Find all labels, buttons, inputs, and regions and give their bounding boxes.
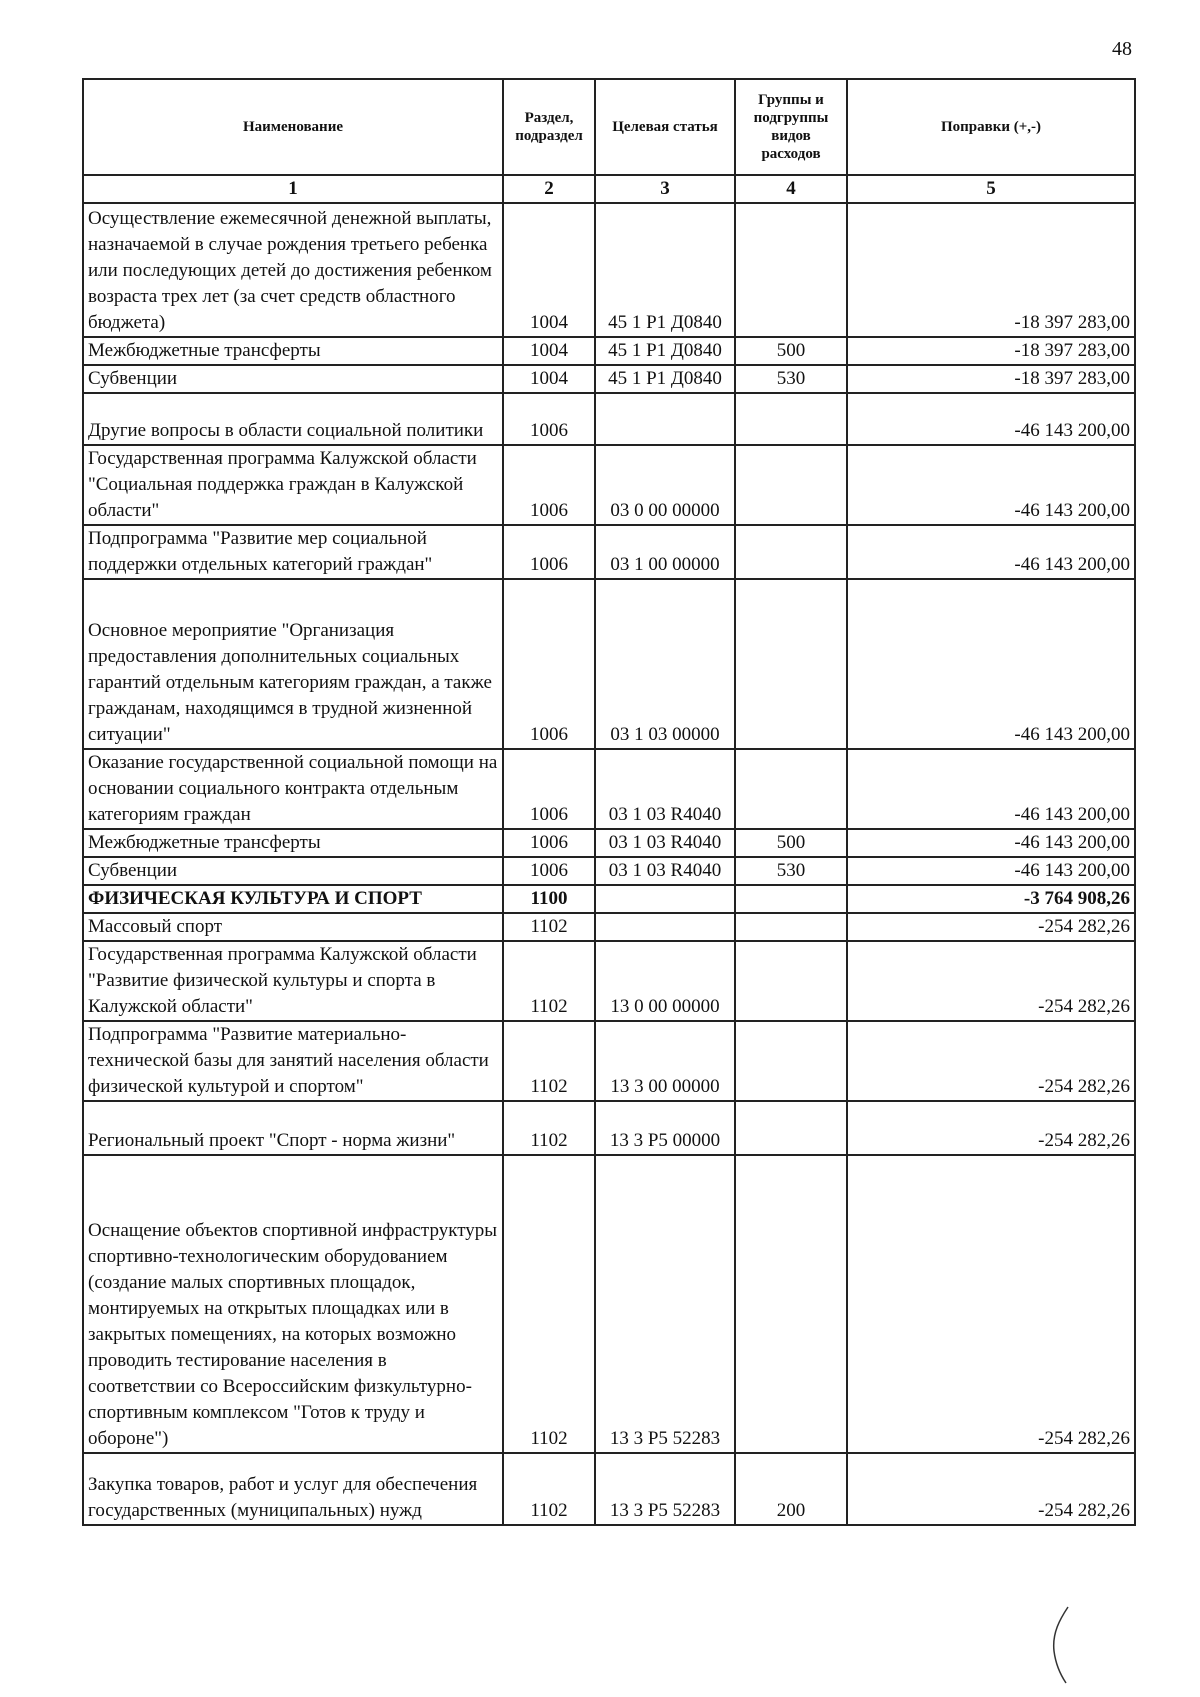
row-name: Субвенции (83, 365, 503, 393)
row-target: 03 1 00 00000 (595, 525, 735, 579)
header-row (83, 79, 1135, 175)
row-section: 1006 (503, 857, 595, 885)
row-group (735, 525, 847, 579)
row-amount: -254 282,26 (847, 1021, 1135, 1101)
row-name: Закупка товаров, работ и услуг для обеспечения государственных (муниципальных) нужд (83, 1453, 503, 1525)
row-name: Осуществление ежемесячной денежной выплаты, назначаемой в случае рождения третьего ребенка или последующих детей до достижения ребенком возраста трех лет (за счет средств областного бюджета) (83, 203, 503, 337)
row-target: 13 3 P5 52283 (595, 1453, 735, 1525)
row-name: Государственная программа Калужской области "Развитие физической культуры и спорта в Калужской области" (83, 941, 503, 1021)
row-amount: -46 143 200,00 (847, 393, 1135, 445)
row-amount: -254 282,26 (847, 913, 1135, 941)
header-target: Целевая статья (595, 79, 735, 175)
table-row (83, 393, 1135, 445)
column-number: 5 (847, 175, 1135, 203)
row-name: Субвенции (83, 857, 503, 885)
row-target: 03 1 03 R4040 (595, 749, 735, 829)
row-amount: -46 143 200,00 (847, 829, 1135, 857)
row-amount: -254 282,26 (847, 1155, 1135, 1453)
row-section: 1004 (503, 203, 595, 337)
table-row (83, 829, 1135, 857)
row-section: 1006 (503, 829, 595, 857)
table-row (83, 337, 1135, 365)
row-group (735, 1021, 847, 1101)
row-amount: -46 143 200,00 (847, 445, 1135, 525)
header-expense-group: Группы и подгруппы видов расходов (735, 79, 847, 175)
row-group (735, 885, 847, 913)
row-name: Оказание государственной социальной помощи на основании социального контракта отдельным категориям граждан (83, 749, 503, 829)
row-target: 03 1 03 00000 (595, 579, 735, 749)
row-amount: -3 764 908,26 (847, 885, 1135, 913)
row-name: Государственная программа Калужской области "Социальная поддержка граждан в Калужской области" (83, 445, 503, 525)
row-section: 1102 (503, 1453, 595, 1525)
column-number: 2 (503, 175, 595, 203)
column-number: 4 (735, 175, 847, 203)
row-amount: -18 397 283,00 (847, 365, 1135, 393)
row-group (735, 445, 847, 525)
header-section: Раздел, подраздел (503, 79, 595, 175)
table-row (83, 203, 1135, 337)
row-amount: -254 282,26 (847, 1101, 1135, 1155)
row-target (595, 885, 735, 913)
row-group (735, 913, 847, 941)
row-section: 1102 (503, 1101, 595, 1155)
row-group: 530 (735, 857, 847, 885)
column-number: 1 (83, 175, 503, 203)
row-section: 1006 (503, 579, 595, 749)
row-group (735, 579, 847, 749)
row-section: 1004 (503, 337, 595, 365)
row-target: 13 0 00 00000 (595, 941, 735, 1021)
table-row (83, 1101, 1135, 1155)
row-group: 500 (735, 337, 847, 365)
row-name: Массовый спорт (83, 913, 503, 941)
row-target: 13 3 P5 00000 (595, 1101, 735, 1155)
budget-amendments-table (82, 78, 1136, 1526)
row-amount: -254 282,26 (847, 941, 1135, 1021)
row-section: 1102 (503, 913, 595, 941)
row-name: Региональный проект "Спорт - норма жизни" (83, 1101, 503, 1155)
row-section: 1006 (503, 749, 595, 829)
row-target: 45 1 P1 Д0840 (595, 365, 735, 393)
table-row (83, 1453, 1135, 1525)
row-target: 13 3 00 00000 (595, 1021, 735, 1101)
column-number: 3 (595, 175, 735, 203)
column-number-row (83, 175, 1135, 203)
row-group (735, 1155, 847, 1453)
row-amount: -254 282,26 (847, 1453, 1135, 1525)
row-section: 1102 (503, 1021, 595, 1101)
row-group (735, 203, 847, 337)
row-amount: -46 143 200,00 (847, 749, 1135, 829)
row-name: Оснащение объектов спортивной инфраструктуры спортивно-технологическим оборудованием (создание малых спортивных площадок, монтируемых на открытых площадках или в закрытых помещениях, на которых возможно проводить тестирование населения в соответствии со Всероссийским физкультурно-спортивным комплексом "Готов к труду и обороне") (83, 1155, 503, 1453)
row-target (595, 913, 735, 941)
row-amount: -46 143 200,00 (847, 579, 1135, 749)
row-amount: -46 143 200,00 (847, 857, 1135, 885)
row-target: 03 1 03 R4040 (595, 829, 735, 857)
handwritten-mark (1040, 1605, 1080, 1685)
row-name: Подпрограмма "Развитие материально-технической базы для занятий населения области физической культурой и спортом" (83, 1021, 503, 1101)
row-amount: -18 397 283,00 (847, 203, 1135, 337)
row-target (595, 393, 735, 445)
row-group: 200 (735, 1453, 847, 1525)
row-section: 1004 (503, 365, 595, 393)
row-name: Подпрограмма "Развитие мер социальной поддержки отдельных категорий граждан" (83, 525, 503, 579)
row-group: 500 (735, 829, 847, 857)
row-amount: -46 143 200,00 (847, 525, 1135, 579)
header-name: Наименование (83, 79, 503, 175)
row-name: ФИЗИЧЕСКАЯ КУЛЬТУРА И СПОРТ (83, 885, 503, 913)
table-row (83, 1155, 1135, 1453)
row-target: 13 3 P5 52283 (595, 1155, 735, 1453)
row-section: 1006 (503, 525, 595, 579)
page-number: 48 (1112, 38, 1132, 60)
row-target: 45 1 P1 Д0840 (595, 337, 735, 365)
row-group (735, 393, 847, 445)
row-target: 03 1 03 R4040 (595, 857, 735, 885)
row-group (735, 1101, 847, 1155)
row-section: 1102 (503, 941, 595, 1021)
row-name: Основное мероприятие "Организация предоставления дополнительных социальных гарантий отдельным категориям граждан, а также гражданам, находящимся в трудной жизненной ситуации" (83, 579, 503, 749)
row-section: 1006 (503, 393, 595, 445)
row-target: 03 0 00 00000 (595, 445, 735, 525)
row-name: Межбюджетные трансферты (83, 829, 503, 857)
row-section: 1006 (503, 445, 595, 525)
table-row (83, 857, 1135, 885)
row-group (735, 941, 847, 1021)
row-section: 1102 (503, 1155, 595, 1453)
table-row (83, 941, 1135, 1021)
table-row (83, 913, 1135, 941)
row-name: Другие вопросы в области социальной политики (83, 393, 503, 445)
table-row (83, 525, 1135, 579)
row-group: 530 (735, 365, 847, 393)
row-group (735, 749, 847, 829)
table-row (83, 445, 1135, 525)
table-row (83, 749, 1135, 829)
row-target: 45 1 P1 Д0840 (595, 203, 735, 337)
table-row (83, 365, 1135, 393)
row-name: Межбюджетные трансферты (83, 337, 503, 365)
table-row (83, 885, 1135, 913)
table-row (83, 1021, 1135, 1101)
row-amount: -18 397 283,00 (847, 337, 1135, 365)
table-row (83, 579, 1135, 749)
header-amendment: Поправки (+,-) (847, 79, 1135, 175)
row-section: 1100 (503, 885, 595, 913)
